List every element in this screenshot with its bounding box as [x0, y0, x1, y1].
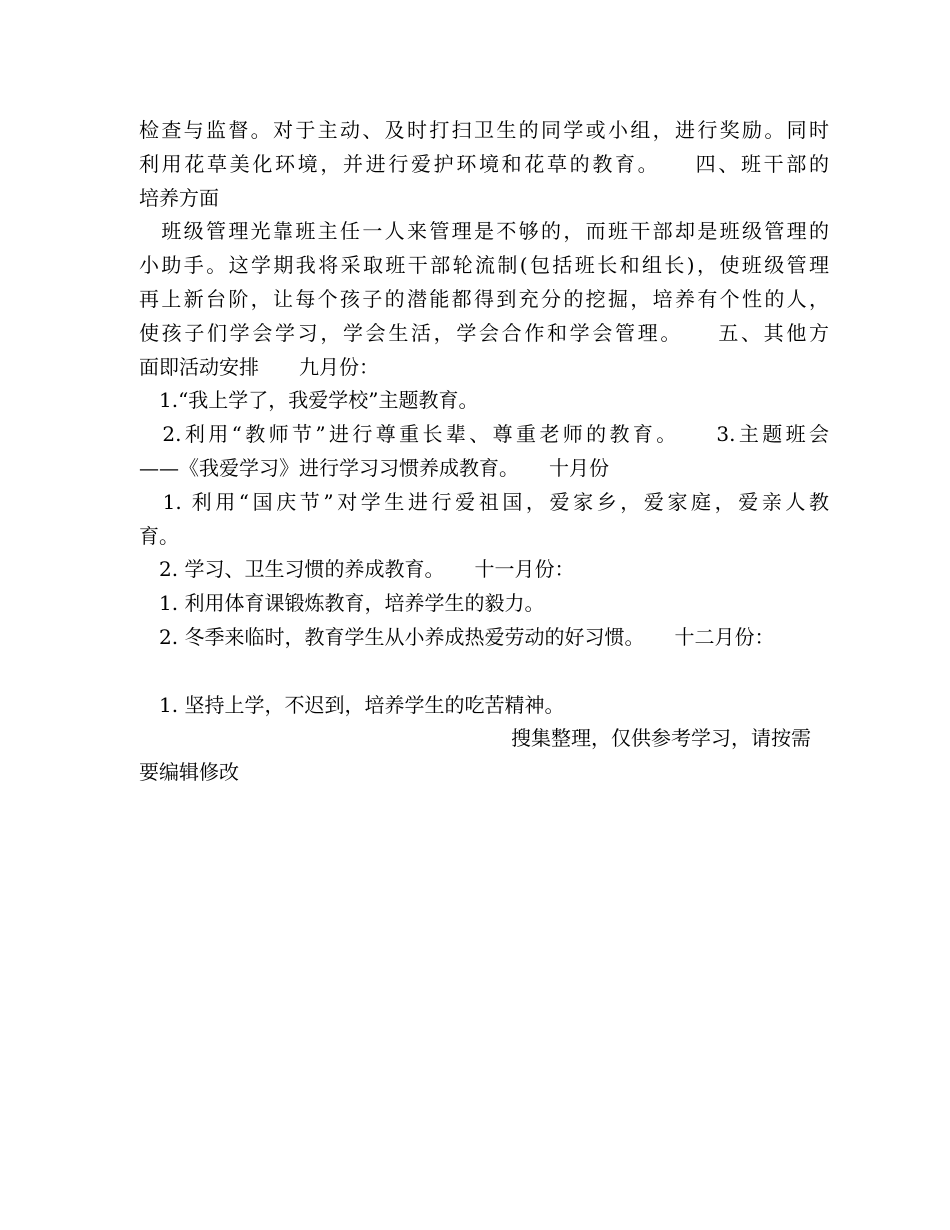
list-item: 1. 利用体育课锻炼教育，培养学生的毅力。 [139, 591, 545, 616]
paragraph-line: 面即活动安排 九月份： [139, 354, 379, 379]
list-item: 1. 利用“国庆节”对学生进行爱祖国，爱家乡，爱家庭，爱亲人教 [139, 489, 829, 514]
paragraph-line: 利用花草美化环境，并进行爱护环境和花草的教育。 四、班干部的 [139, 151, 829, 176]
list-item: 2.利用“教师节”进行尊重长辈、尊重老师的教育。 3.主题班会 [139, 422, 829, 447]
paragraph-line: 使孩子们学会学习，学会生活，学会合作和学会管理。 五、其他方 [139, 320, 829, 345]
footer-note: 搜集整理，仅供参考学习，请按需 [511, 726, 811, 751]
blank-line [139, 655, 829, 689]
list-item: 2. 冬季来临时，教育学生从小养成热爱劳动的好习惯。 十二月份： [139, 624, 775, 649]
footer-note-continued: 要编辑修改 [139, 760, 239, 785]
document-body [139, 114, 829, 790]
list-item: 1. 坚持上学，不迟到，培养学生的吃苦精神。 [139, 692, 565, 717]
paragraph-line: 育。 [139, 523, 179, 548]
paragraph-line: ——《我爱学习》进行学习习惯养成教育。 十月份 [139, 455, 609, 480]
paragraph-line: 班级管理光靠班主任一人来管理是不够的，而班干部却是班级管理的 [139, 219, 829, 244]
paragraph-line: 培养方面 [139, 185, 219, 210]
paragraph-line: 检查与监督。对于主动、及时打扫卫生的同学或小组，进行奖励。同时 [139, 118, 829, 142]
paragraph-line: 再上新台阶，让每个孩子的潜能都得到充分的挖掘，培养有个性的人， [139, 286, 829, 311]
list-item: 1.“我上学了，我爱学校”主题教育。 [139, 388, 479, 413]
list-item: 2. 学习、卫生习惯的养成教育。 十一月份： [139, 557, 575, 582]
paragraph-line: 小助手。这学期我将采取班干部轮流制(包括班长和组长)，使班级管理 [139, 253, 829, 278]
